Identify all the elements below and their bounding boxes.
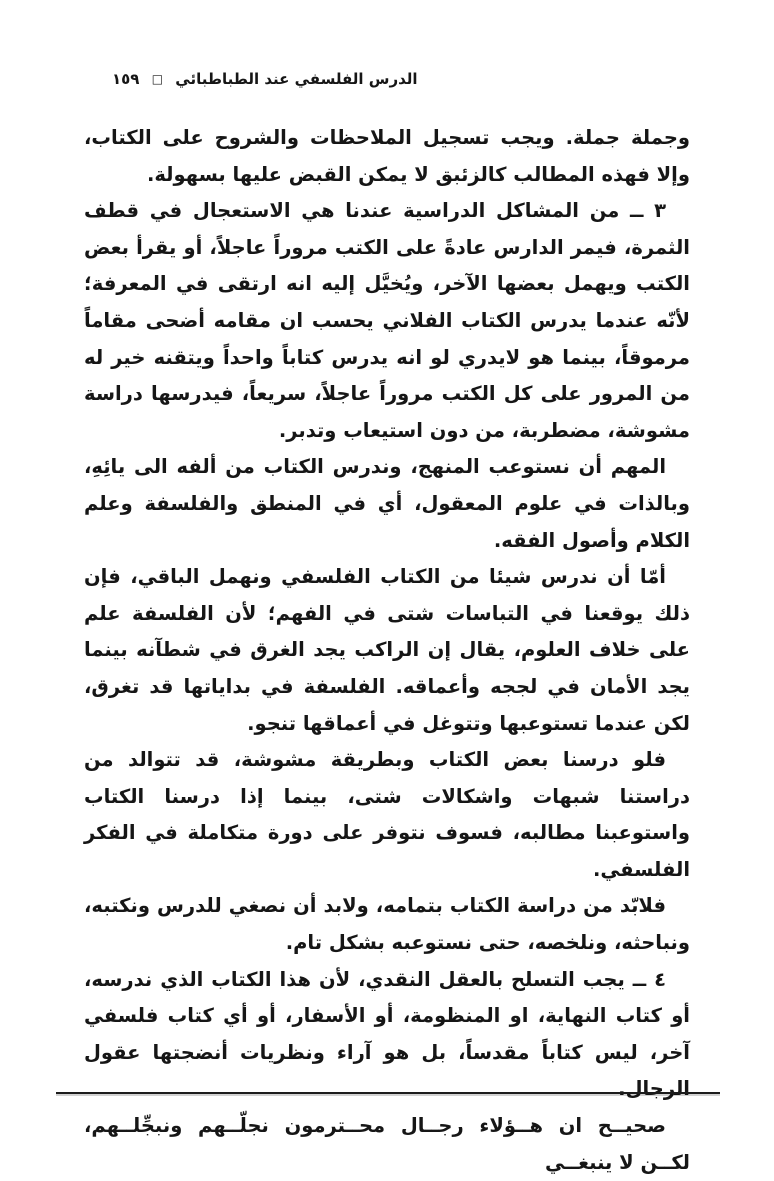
paragraph-confused-study: فلو درسنا بعض الكتاب وبطريقة مشوشة، قد تتوالد من دراستنا شبهات واشكالات شتى، بينما إذا درسنا الكتاب واستوعبنا مطالبه، فسوف نتوفر على دورة متكاملة في الفكر الفلسفي.: [84, 748, 690, 881]
paragraph-method: المهم أن نستوعب المنهج، وندرس الكتاب من ألفه الى يائِهِ، وبالذات في علوم المعقول، أي في المنطق والفلسفة وعلم الكلام وأصول الفقه.: [84, 455, 690, 552]
page-header: [112, 70, 418, 88]
page-number: ١٥٩: [112, 70, 140, 88]
running-title: الدرس الفلسفي عند الطباطبائي: [175, 70, 418, 88]
paragraph-complete-study: فلابّد من دراسة الكتاب بتمامه، ولابد أن نصغي للدرس ونكتبه، ونباحثه، ونلخصه، حتى نستوعبه بشكل تام.: [84, 894, 690, 955]
paragraph-point-3: ٣ ــ من المشاكل الدراسية عندنا هي الاستعجال في قطف الثمرة، فيمر الدارس عادةً على الكتب مروراً عاجلاً، أو يقرأ بعض الكتب ويهمل بعضها الآخر، ويُخيَّل إليه انه ارتقى في المعرفة؛ لأنّه عندما يدرس الكتاب الفلاني يحسب ان مقامه أضحى مقاماً مرموقاً، بينما هو لايدري لو انه يدرس كتاباً واحداً ويتقنه خير له من المرور على كل الكتب مروراً عاجلاً، سريعاً، فيدرسها دراسة مشوشة، مضطربة، من دون استيعاب وتدبر.: [84, 199, 690, 442]
paragraph-continuation: وجملة جملة. ويجب تسجيل الملاحظات والشروح على الكتاب، وإلا فهذه المطالب كالزئبق لا يمكن القبض عليها بسهولة.: [84, 126, 690, 186]
header-box-separator-icon: □: [151, 72, 164, 86]
paragraph-partial-study: أمّا أن ندرس شيئا من الكتاب الفلسفي ونهمل الباقي، فإن ذلك يوقعنا في التباسات شتى في الفهم؛ لأن الفلسفة علم على خلاف العلوم، يقال إن الراكب يجد الغرق في شطآنه بينما يجد الأمان في لججه وأعماقه. الفلسفة في بداياتها قد تغرق، لكن عندما تستوعبها وتتوغل في أعماقها تنجو.: [84, 565, 690, 735]
paragraph-respected-men: صحيــح ان هــؤلاء رجــال محــترمون نجلّــهم ونبجِّلــهم، لكــن لا ينبغــي: [84, 1114, 690, 1174]
page-body: [84, 120, 690, 1181]
paragraph-point-4: ٤ ــ يجب التسلح بالعقل النقدي، لأن هذا الكتاب الذي ندرسه، أو كتاب النهاية، او المنظومة، أو الأسفار، أو أي كتاب فلسفي آخر، ليس كتاباً مقدساً، بل هو آراء ونظريات أنضجتها عقول الرجال.: [84, 967, 690, 1101]
page-bottom-rule: [56, 1092, 720, 1094]
